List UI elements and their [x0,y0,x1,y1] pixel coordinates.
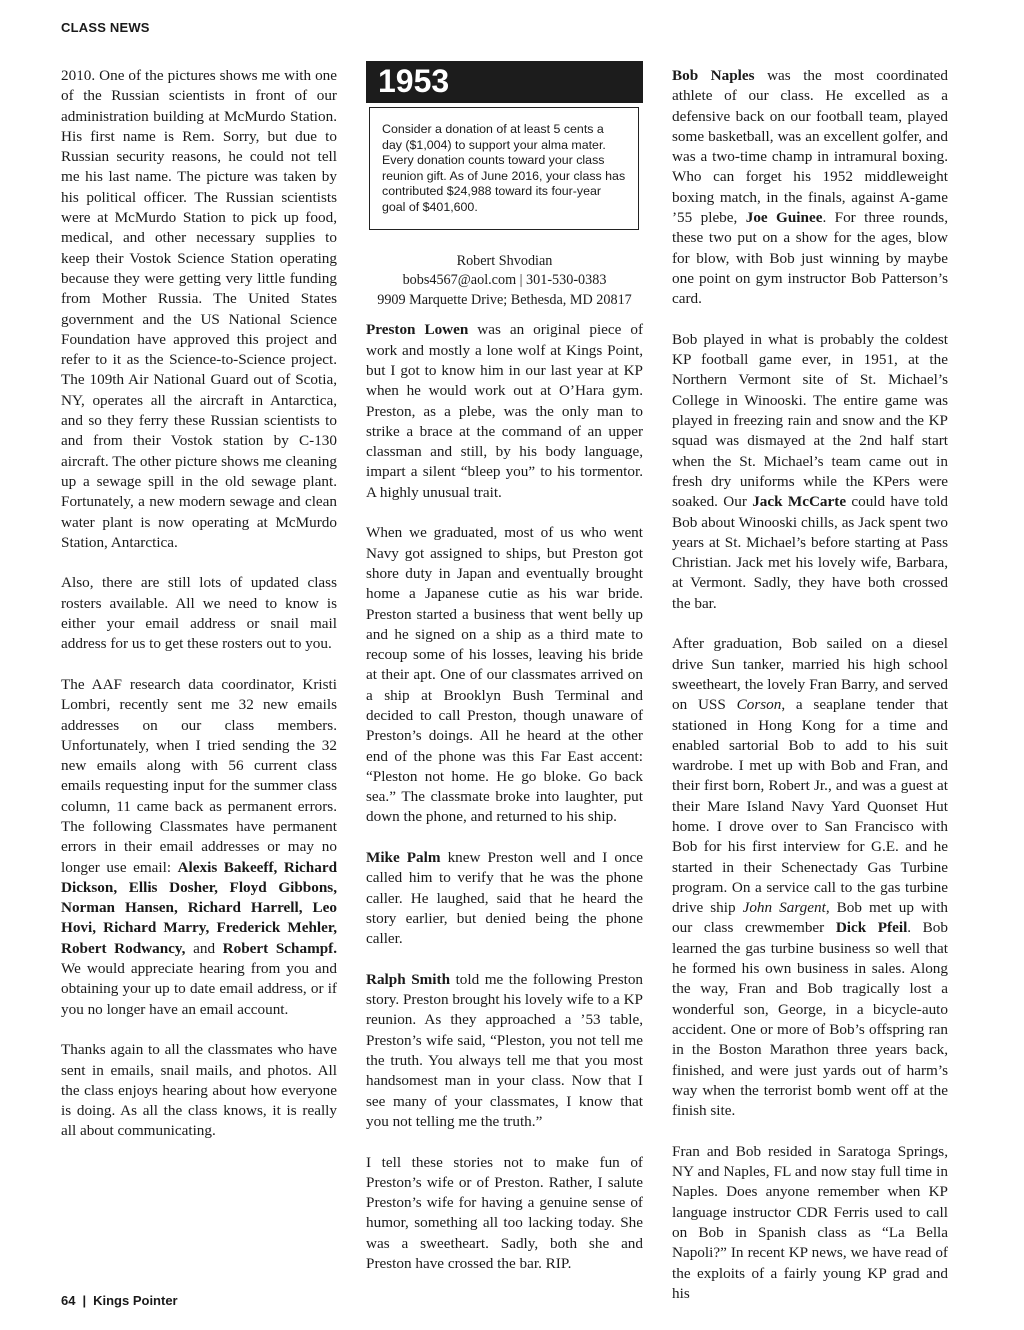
paragraph-text: . For three rounds, these two put on a show for the ages, blow for blow, with Bob just winning by maybe one point on gym instructor Bob Patterson’s card. [672,209,949,308]
ship-name: Corson [736,696,782,714]
classmate-name: Ralph Smith [366,970,451,988]
column-right [672,66,948,1324]
classmate-name: Bob Naples [672,67,755,84]
paragraph-text: After graduation, Bob sailed on a diesel drive Sun tanker, married his high school sweetheart, the lovely Fran Barry, and served on USS [672,635,948,714]
paragraph-text: told me the following Preston story. Preston brought his lovely wife to a KP reunion. As they approached a ’53 table, Preston’s wife said, “Pleston, you not tell me the truth. You always tell me that you most handsomest man in your class. Now that I see many of your classmates, I know that you not telling me the truth.” [366,970,644,1130]
paragraph-text: , a seaplane tender that stationed in Hong Kong for a time and enabled sartorial Bob to add to his suit wardrobe. I met up with Bob and Fran, and their first born, Robert Jr., and was a guest at their Mare Island Navy Yard Quonset Hut home. I drove over to San Francisco with Bob for his first interview for G.E. and he started in their Schenectady Gas Turbine program. On a service call to the gas turbine drive ship [672,696,948,917]
paragraph-preston [366,320,643,503]
paragraph-text: , Bob met up with our class crewmember [672,899,949,937]
classmate-name: Preston Lowen [366,321,469,339]
paragraph-ralph-smith [366,970,643,1132]
paragraph-thanks: Thanks again to all the classmates who have sent in emails, snail mails, and photos. All the class enjoys hearing about how everyone is doing. As all the class knows, it is really all about communicating. [61,1041,337,1140]
page-footer [61,1293,178,1308]
paragraph-mike-palm [366,848,643,949]
conjunction: and [193,939,216,957]
contact-address: 9909 Marquette Drive; Bethesda, MD 20817 [377,291,632,308]
paragraph-email-errors [61,675,337,1020]
classmate-name: Mike Palm [366,849,441,867]
paragraph-text: Bob played in what is probably the coldest KP football game ever, in 1951, at the Northern Vermont site of St. Michael’s College in Winooski. The entire game was played in freezing rain and snow and the KP squad was dismayed at the 2nd half start when the St. Michael’s team came out in fresh dry uniforms while the KPers were soaked. Our [672,330,948,511]
paragraph-text: We would appreciate hearing from you and obtaining your up to date email address, or if you no longer have an email account. [61,960,337,1018]
paragraph-war-bride: When we graduated, most of us who went Navy got assigned to ships, but Preston got shore duty in Japan and eventually brought home a Japanese cutie as his war bride. Preston started a business that went belly up and he signed on a ship as a third mate to recoup some of his losses, leaving his bride at their apt. One of our classmates arrived on a ship at Brooklyn Bush Terminal and decided to call Preston, though unaware of Preston’s doings. All he heard at the other end of the phone was this Far East accent: “Pleston not home. He go bloke. Go back sea.” The classmate broke into laughter, put down the phone, and returned to his ship. [366,524,643,826]
column-middle [366,61,643,1295]
classmate-names: Alexis Bakeeff, Richard Dickson, Ellis Dosher, Floyd Gibbons, Norman Hansen, Richard Harrell, Leo Hovi, Richard Marry, Frederick Mehler, Robert Rodwancy, [61,858,338,957]
publication-name: Kings Pointer [93,1293,178,1308]
classmate-name: Robert Schampf. [222,939,338,957]
paragraph-text: could have told Bob about Winooski chills, as Jack spent two years at St. Michael’s before starting at Pass Christian. Jack met his lovely wife, Barbara, at Vermont. Sadly, they have both crossed the bar. [672,493,949,612]
paragraph-text: knew Preston well and I once called him to verify that he was the phone caller. He laughed, said that he heard the story earlier, but denied being the phone caller. [366,849,644,948]
classmate-name: Dick Pfeil [835,919,908,937]
class-contact [366,252,643,311]
footer-separator: | [82,1293,87,1308]
column-left [61,66,337,1162]
classmate-name: Jack McCarte [752,493,847,511]
paragraph-bob-naples [672,66,948,310]
paragraph-text: The AAF research data coordinator, Kristi Lombri, recently sent me 32 new emails addresses on our class members. Unfortunately, when I tried sending the 32 new emails along with 56 current class emails requesting input for the summer class column, 11 came back as permanent errors. The following Classmates have permanent errors in their email addresses or may no longer use email: [61,675,337,876]
paragraph-text: was an original piece of work and mostly a lone wolf at Kings Point, but I got to know him in our last year at KP when he would work out at O’Hara gym. Preston, as a plebe, was the only man to strike a brace at the command of an upper classman and still, by his body language, impart a silent “bleep you” to his tormentor. A highly unusual trait. [366,321,643,501]
paragraph-after-graduation [672,634,948,1121]
ship-name: John Sargent [742,899,826,917]
paragraph-text: . Bob learned the gas turbine business so well that he formed his own business in sales. Along the way, Fran and Bob tragically lost a wonderful son, George, in a bicycle-auto accident. One or more of Bob’s offspring ran in the Boston Marathon three years back, finished, and were just yards out of harm’s way when the terrorist bomb went off at the finish site. [672,919,948,1120]
class-year-banner: 1953 [366,61,643,103]
page-number: 64 [61,1293,76,1308]
paragraph-stories: I tell these stories not to make fun of Preston’s wife or of Preston. Rather, I salute Preston’s wife for having a genuine sense of humor, something all too lacking today. She was a sweetheart. Sadly, both she and Preston have crossed the bar. RIP. [366,1153,643,1272]
paragraph-text: was the most coordinated athlete of our class. He excelled as a defensive back on our football team, played some basketball, was an excellent golfer, and was a two-time champ in intramural boxing. Who can forget his 1952 middleweight boxing match, in the finals, against A-game ’55 plebe, [672,67,948,227]
paragraph-mcmurdo: 2010. One of the pictures shows me with one of the Russian scientists in front of our administration building at McMurdo Station. His first name is Rem. Sorry, but due to Russian security reasons, he could not tell me his last name. The picture was taken by his political officer. The Russian scientists were at McMurdo Station to pick up food, medical, and other necessary supplies to keep their Vostok Science Station operating because they were getting very little funding from Mother Russia. The United States government and the US National Science Foundation have approved this project and refer to it as the Science-to-Science project. The 109th Air National Guard out of Scotia, NY, operates all the aircraft in Antarctica, and so they ferry these Russian scientists to and from their Vostok station by C-130 aircraft. The other picture shows me cleaning up a sewage spill in the old sewage plant. Fortunately, a new modern sewage and clean water plant is now operating at McMurdo Station, Antarctica. [61,67,337,551]
section-header: CLASS NEWS [61,20,150,35]
paragraph-football [672,330,948,614]
paragraph-naples: Fran and Bob resided in Saratoga Springs, NY and Naples, FL and now stay full time in Naples. Does anyone remember when KP language instructor CDR Ferris used to call on Bob in Spanish class as “La Bella Napoli?” In recent KP news, we have read of the exploits of a fairly young KP grad and his [672,1142,948,1302]
contact-email-phone: bobs4567@aol.com | 301-530-0383 [402,272,607,289]
donation-box: Consider a donation of at least 5 cents a day ($1,004) to support your alma mater. Every donation counts toward your class reunion gift. As of June 2016, your class has contributed $24,988 toward its four-year goal of $401,600. [369,107,639,230]
paragraph-rosters: Also, there are still lots of updated class rosters available. All we need to know is either your email address or snail mail address for us to get these rosters out to you. [61,574,337,653]
classmate-name: Joe Guinee [745,209,823,227]
contact-name: Robert Shvodian [456,252,553,269]
